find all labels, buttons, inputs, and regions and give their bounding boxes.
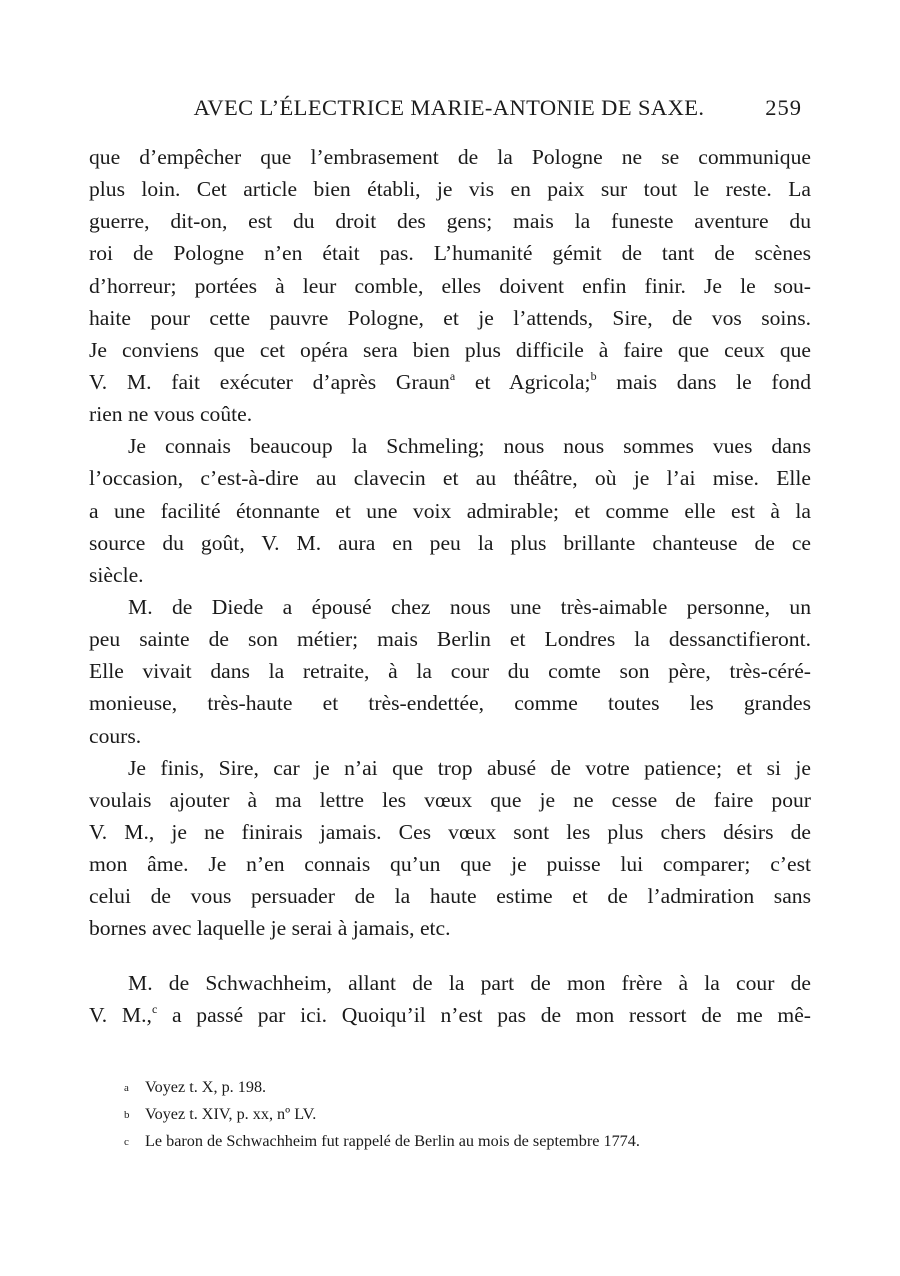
text-line: V. M., je ne finirais jamais. Ces vœux sont les plus chers désirs de bbox=[89, 819, 811, 844]
text-line: haite pour cette pauvre Pologne, et je l’attends, Sire, de vos soins. bbox=[89, 305, 811, 330]
footnote-ref-b: b bbox=[590, 368, 597, 383]
running-head-title: AVEC L’ÉLECTRICE MARIE-ANTONIE DE SAXE. bbox=[193, 95, 705, 120]
footnotes bbox=[124, 1074, 784, 1155]
text-line: monieuse, très-haute et très-endettée, comme toutes les grandes bbox=[89, 691, 811, 716]
section-gap bbox=[89, 945, 811, 967]
text-line-with-note-ref: V. M.,$^c$ a passé par ici. Quoiqu’il n’est pas de mon ressort de me mê- bbox=[89, 1001, 811, 1027]
body-text bbox=[89, 141, 811, 1031]
text-line: a une facilité étonnante et une voix admirable; et comme elle est à la bbox=[89, 498, 811, 523]
text-line: source du goût, V. M. aura en peu la plus brillante chanteuse de ce bbox=[89, 530, 811, 555]
text-line: Je conviens que cet opéra sera bien plus difficile à faire que ceux que bbox=[89, 337, 811, 362]
text-line: d’horreur; portées à leur comble, elles doivent enfin finir. Je le sou- bbox=[89, 273, 811, 298]
text-line: M. de Schwachheim, allant de la part de mon frère à la cour de bbox=[128, 970, 811, 995]
footnote-ref-c: c bbox=[151, 1001, 158, 1016]
footnote-a bbox=[124, 1074, 784, 1101]
footnote-text: Le baron de Schwachheim fut rappelé de Berlin au mois de septembre 1774. bbox=[145, 1132, 640, 1150]
footnote-mark: b bbox=[124, 1109, 130, 1121]
text-line: mon âme. Je n’en connais qu’un que je puisse lui comparer; c’est bbox=[89, 852, 811, 877]
text-line: rien ne vous coûte. bbox=[89, 402, 253, 427]
text-line: roi de Pologne n’en était pas. L’humanité gémit de tant de scènes bbox=[89, 241, 811, 266]
footnote-b bbox=[124, 1101, 784, 1128]
text-line: celui de vous persuader de la haute estime et de l’admiration sans bbox=[89, 884, 811, 909]
text-line-with-note-refs: V. M. fait exécuter d’après Graun$^a$ et Agricola;$^b$ mais dans le fond bbox=[89, 368, 811, 394]
text-line: plus loin. Cet article bien établi, je vis en paix sur tout le reste. La bbox=[89, 177, 811, 202]
footnote-text: Voyez t. XIV, p. xx, nº LV. bbox=[145, 1105, 317, 1123]
paragraph bbox=[89, 591, 811, 752]
paragraph bbox=[89, 141, 811, 430]
text-line: voulais ajouter à ma lettre les vœux que je ne cesse de faire pour bbox=[89, 787, 811, 812]
paragraph bbox=[89, 430, 811, 591]
footnote-mark: a bbox=[124, 1082, 129, 1094]
text-line: bornes avec laquelle je serai à jamais, etc. bbox=[89, 916, 451, 941]
text-line: que d’empêcher que l’embrasement de la Pologne ne se communique bbox=[89, 145, 811, 169]
text-line: M. de Diede a épousé chez nous une très-aimable personne, un bbox=[128, 594, 811, 619]
footnote-c bbox=[124, 1128, 784, 1155]
text-line: l’occasion, c’est-à-dire au clavecin et au théâtre, où je l’ai mise. Elle bbox=[89, 466, 811, 491]
text-line: Je connais beaucoup la Schmeling; nous nous sommes vues dans bbox=[128, 434, 811, 459]
text-line: siècle. bbox=[89, 562, 144, 587]
footnote-text: Voyez t. X, p. 198. bbox=[145, 1078, 267, 1096]
text-line: Je finis, Sire, car je n’ai que trop abusé de votre patience; et si je bbox=[128, 755, 811, 780]
paragraph bbox=[89, 752, 811, 945]
running-head bbox=[88, 95, 810, 125]
text-line: cours. bbox=[89, 723, 142, 748]
text-line: Elle vivait dans la retraite, à la cour du comte son père, très-céré- bbox=[89, 659, 811, 684]
paragraph bbox=[89, 967, 811, 1031]
footnote-ref-a: a bbox=[449, 368, 456, 383]
text-line: peu sainte de son métier; mais Berlin et Londres la dessanctifieront. bbox=[89, 627, 811, 652]
footnote-mark: c bbox=[124, 1136, 129, 1148]
page-number: 259 bbox=[765, 95, 802, 120]
text-line: guerre, dit-on, est du droit des gens; mais la funeste aventure du bbox=[89, 209, 811, 234]
